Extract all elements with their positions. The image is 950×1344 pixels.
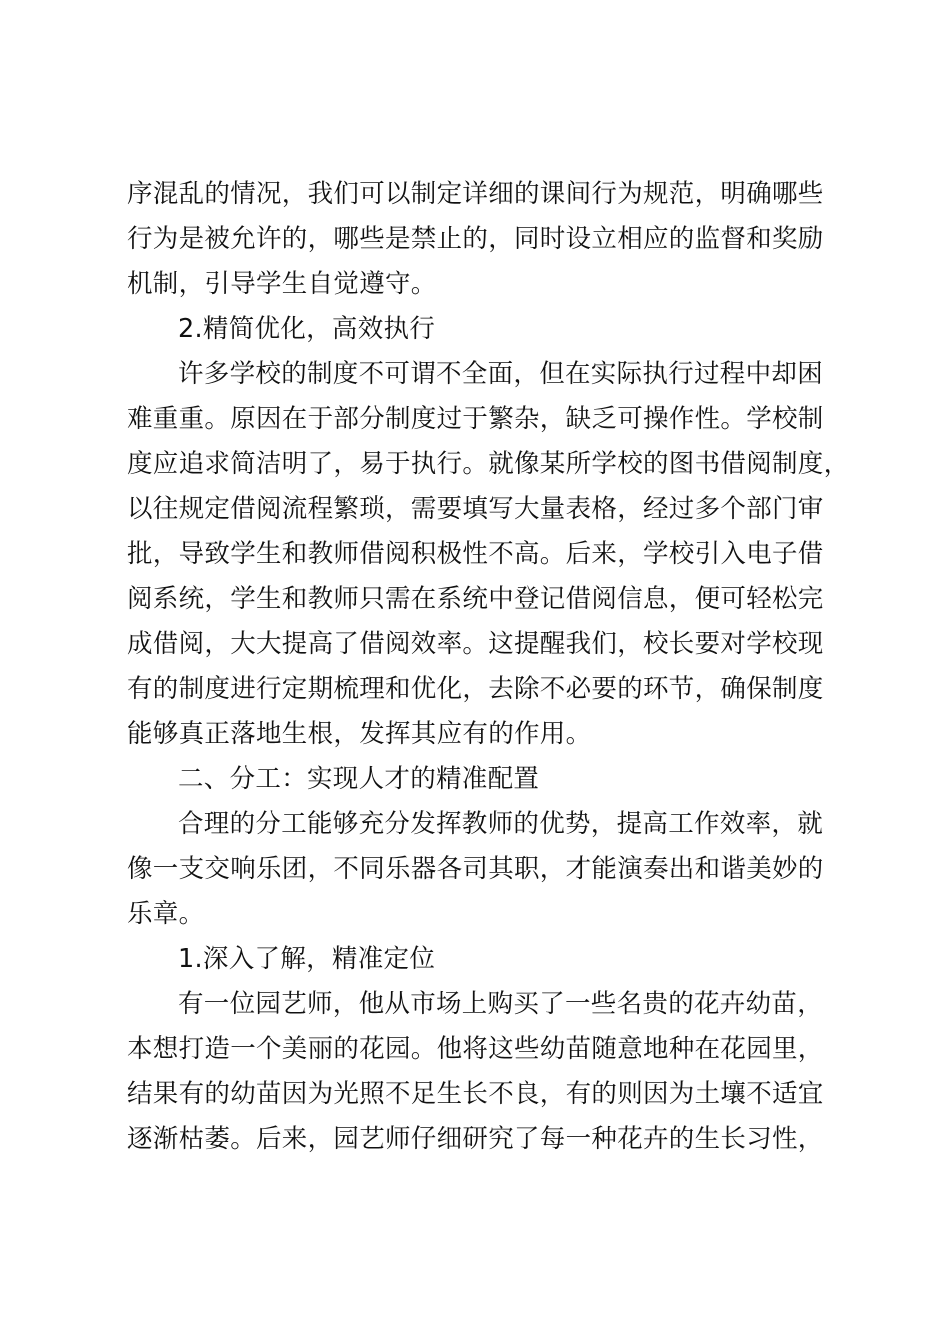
paragraph-line: 结果有的幼苗因为光照不足生长不良，有的则因为土壤不适宜 [127, 1079, 824, 1109]
paragraph-line: 阅系统，学生和教师只需在系统中登记借阅信息，便可轻松完 [127, 584, 824, 614]
section-heading: 二、分工：实现人才的精准配置 [178, 764, 540, 794]
paragraph-line: 机制，引导学生自觉遵守。 [127, 269, 437, 299]
paragraph-line: 度应追求简洁明了，易于执行。就像某所学校的图书借阅制度， [127, 449, 850, 479]
section-heading: 2.精简优化，高效执行 [178, 314, 436, 344]
paragraph-line: 能够真正落地生根，发挥其应有的作用。 [127, 719, 592, 749]
paragraph-line: 许多学校的制度不可谓不全面，但在实际执行过程中却困 [178, 359, 824, 389]
paragraph-line: 有的制度进行定期梳理和优化，去除不必要的环节，确保制度 [127, 674, 824, 704]
paragraph-line: 以往规定借阅流程繁琐，需要填写大量表格，经过多个部门审 [127, 494, 824, 524]
section-heading: 1.深入了解，精准定位 [178, 944, 436, 974]
paragraph-line: 有一位园艺师，他从市场上购买了一些名贵的花卉幼苗， [178, 989, 824, 1019]
paragraph-line: 行为是被允许的，哪些是禁止的，同时设立相应的监督和奖励 [127, 224, 824, 254]
paragraph-line: 合理的分工能够充分发挥教师的优势，提高工作效率，就 [178, 809, 824, 839]
paragraph-line: 逐渐枯萎。后来，园艺师仔细研究了每一种花卉的生长习性， [127, 1124, 824, 1154]
paragraph-line: 序混乱的情况，我们可以制定详细的课间行为规范，明确哪些 [127, 179, 824, 209]
document-body [127, 172, 850, 1162]
paragraph-line: 难重重。原因在于部分制度过于繁杂，缺乏可操作性。学校制 [127, 404, 824, 434]
paragraph-line: 本想打造一个美丽的花园。他将这些幼苗随意地种在花园里， [127, 1034, 824, 1064]
paragraph-line: 像一支交响乐团，不同乐器各司其职，才能演奏出和谐美妙的 [127, 854, 824, 884]
paragraph-line: 成借阅，大大提高了借阅效率。这提醒我们，校长要对学校现 [127, 629, 824, 659]
paragraph-line: 批，导致学生和教师借阅积极性不高。后来，学校引入电子借 [127, 539, 824, 569]
paragraph-line: 乐章。 [127, 899, 205, 929]
